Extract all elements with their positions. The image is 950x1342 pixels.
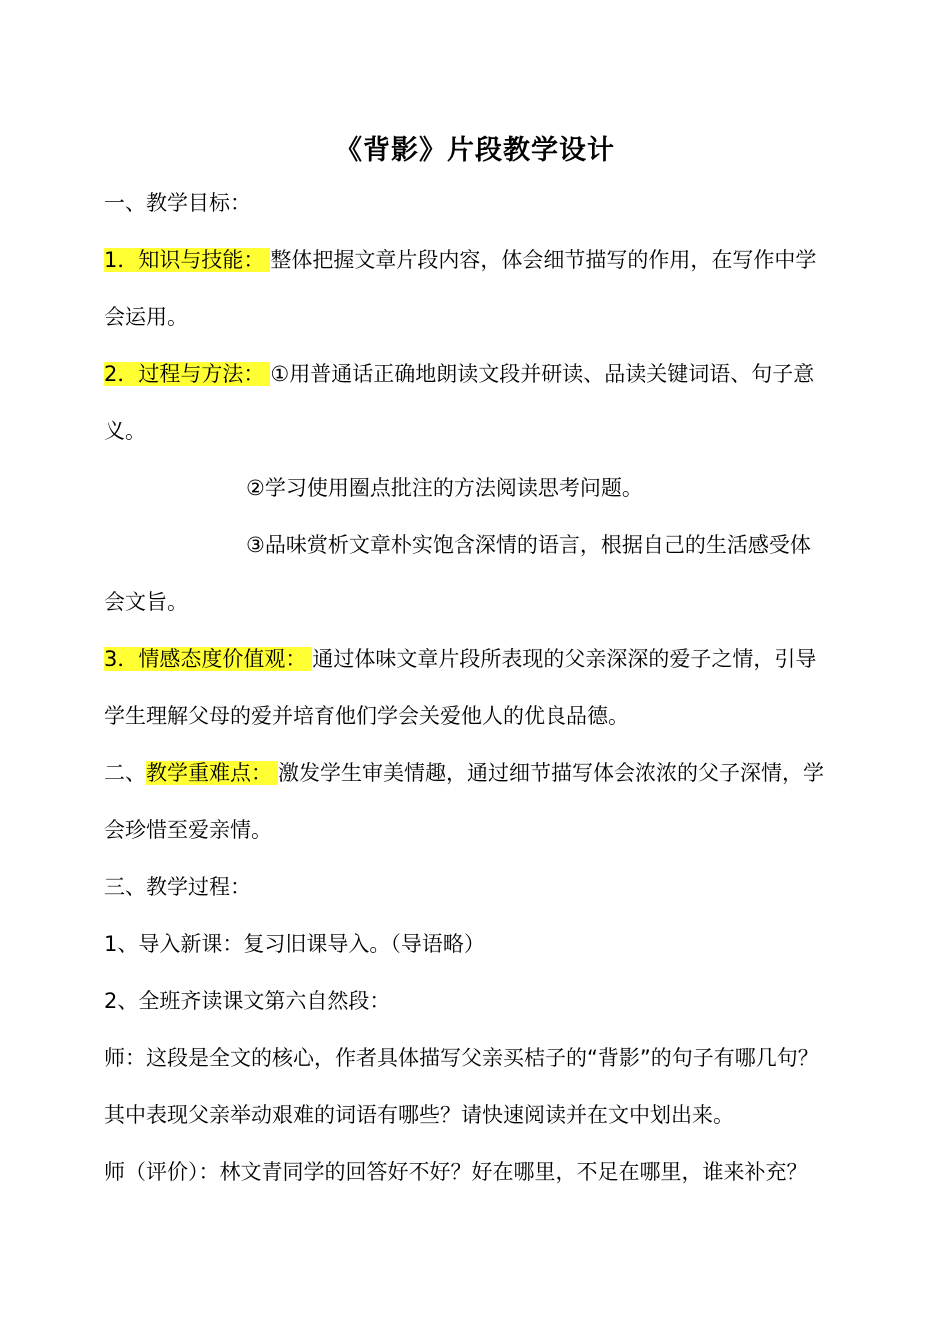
document-title: 《背影》片段教学设计 bbox=[335, 135, 615, 166]
goal-3-line-1 bbox=[104, 644, 816, 674]
process-step-1: 1、导入新课：复习旧课导入。（导语略） bbox=[104, 932, 485, 956]
goal-2-label: 2．过程与方法： bbox=[104, 362, 270, 386]
section-heading-process: 三、教学过程： bbox=[104, 875, 251, 899]
key-points-line-1 bbox=[104, 758, 824, 788]
goal-2-item-3-cont: 会文旨。 bbox=[104, 590, 188, 614]
goal-2-text: ①用普通话正确地朗读文段并研读、品读关键词语、句子意 bbox=[270, 362, 815, 386]
key-points-label: 教学重难点： bbox=[146, 761, 278, 785]
key-points-line-2: 会珍惜至爱亲情。 bbox=[104, 818, 272, 842]
goal-1-label: 1．知识与技能： bbox=[104, 248, 270, 272]
goal-1-line-2: 会运用。 bbox=[104, 305, 188, 329]
goal-2-item-3: ③品味赏析文章朴实饱含深情的语言，根据自己的生活感受体 bbox=[246, 533, 811, 557]
goal-1-text: 整体把握文章片段内容，体会细节描写的作用，在写作中学 bbox=[270, 248, 817, 272]
process-step-2: 2、全班齐读课文第六自然段： bbox=[104, 989, 391, 1013]
teacher-question-line-2: 其中表现父亲举动艰难的词语有哪些？请快速阅读并在文中划出来。 bbox=[104, 1103, 734, 1127]
goal-3-line-2: 学生理解父母的爱并培育他们学会关爱他人的优良品德。 bbox=[104, 704, 629, 728]
teacher-evaluation: 师（评价）：林文青同学的回答好不好？好在哪里，不足在哪里，谁来补充？ bbox=[104, 1160, 808, 1184]
goal-2-item-2: ②学习使用圈点批注的方法阅读思考问题。 bbox=[246, 476, 643, 500]
section-heading-goals: 一、教学目标： bbox=[104, 191, 251, 215]
goal-3-label: 3．情感态度价值观： bbox=[104, 647, 312, 671]
goal-3-text: 通过体味文章片段所表现的父亲深深的爱子之情，引导 bbox=[312, 647, 817, 671]
goal-2-line-1 bbox=[104, 359, 814, 389]
key-points-text: 激发学生审美情趣，通过细节描写体会浓浓的父子深情，学 bbox=[278, 761, 824, 785]
teacher-question-line-1: 师：这段是全文的核心，作者具体描写父亲买桔子的“背影”的句子有哪几句？ bbox=[104, 1046, 819, 1070]
goal-1-line-1 bbox=[104, 245, 816, 275]
key-points-prefix: 二、 bbox=[104, 761, 146, 785]
goal-2-line-2: 义。 bbox=[104, 419, 146, 443]
